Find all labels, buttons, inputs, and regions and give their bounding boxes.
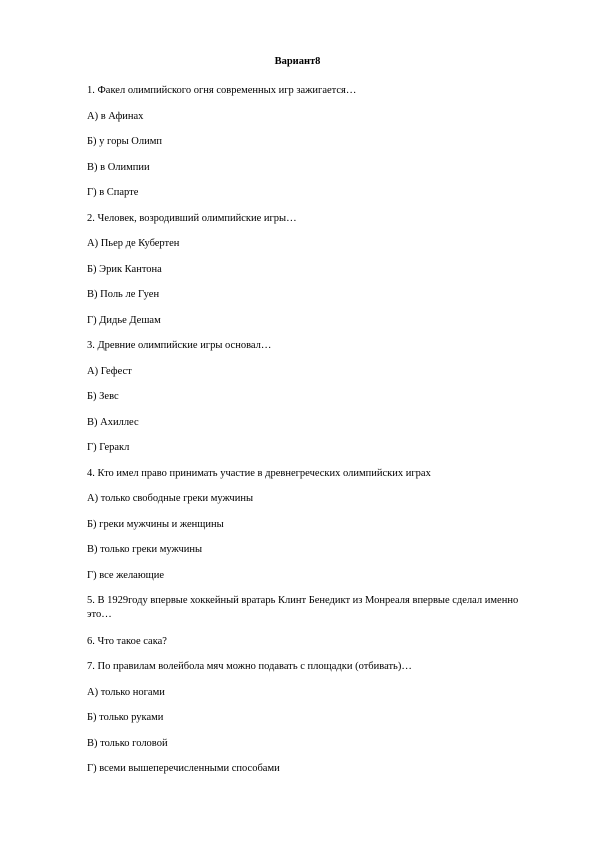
answer-option: Б) Зевс — [87, 391, 119, 402]
answer-option: Г) в Спарте — [87, 187, 139, 198]
answer-option: Б) только руками — [87, 712, 164, 723]
answer-option: В) только греки мужчины — [87, 544, 203, 555]
answer-option: В) Ахиллес — [87, 416, 139, 428]
answer-option: В) в Олимпии — [87, 161, 150, 173]
answer-option: А) Гефест — [87, 365, 132, 377]
answer-option: Г) Геракл — [87, 442, 130, 453]
question-3: 3. Древние олимпийские игры основал… — [87, 340, 272, 351]
answer-option: А) в Афинах — [87, 110, 144, 122]
answer-option: А) только свободные греки мужчины — [87, 493, 254, 504]
answer-option: Б) Эрик Кантона — [87, 263, 162, 275]
answer-option: В) только головой — [87, 737, 168, 749]
answer-option: А) Пьер де Кубертен — [87, 238, 180, 249]
question-5: 5. В 1929году впервые хоккейный вратарь Клинт Бенедикт из Монреаля впервые сделал именно это… — [87, 595, 519, 620]
answer-option: Б) греки мужчины и женщины — [87, 518, 224, 530]
answer-option: Б) у горы Олимп — [87, 136, 162, 147]
answer-option: В) Поль ле Гуен — [87, 289, 160, 300]
document-title: Вариант8 — [274, 56, 321, 67]
question-2: 2. Человек, возродивший олимпийские игры… — [87, 212, 297, 224]
answer-option: Г) Дидье Дешам — [87, 314, 161, 326]
question-4: 4. Кто имел право принимать участие в древнегреческих олимпийских играх — [87, 467, 431, 479]
question-6: 6. Что такое сака? — [87, 635, 167, 647]
question-7: 7. По правилам волейбола мяч можно подавать с площадки (отбивать)… — [87, 661, 412, 672]
answer-option: Г) все желающие — [87, 569, 165, 581]
question-1: 1. Факел олимпийского огня современных игр зажигается… — [87, 85, 357, 96]
document-body — [87, 84, 537, 788]
answer-option: Г) всеми вышеперечисленными способами — [87, 763, 280, 774]
answer-option: А) только ногами — [87, 686, 165, 698]
